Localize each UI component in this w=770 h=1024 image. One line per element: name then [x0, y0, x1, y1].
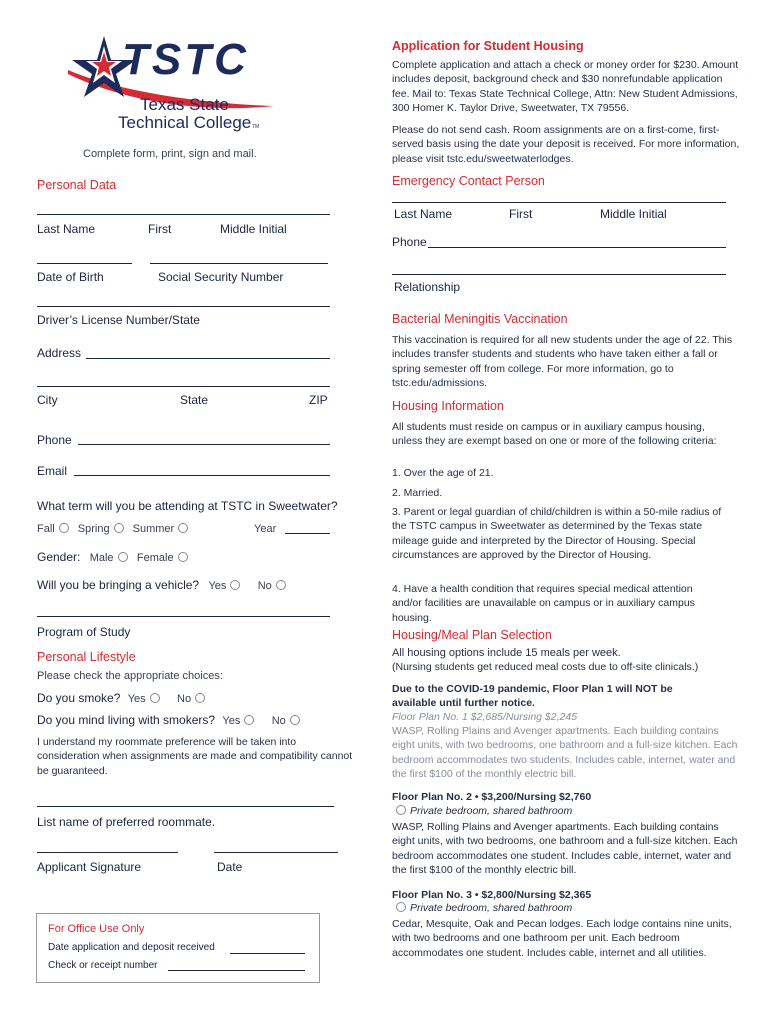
housing-text: All students must reside on campus or in auxiliary campus housing, unless they are exempt based on one or more of the following criteria:: [392, 421, 717, 448]
office-line2[interactable]: [168, 970, 305, 971]
middle-initial-label: Middle Initial: [220, 222, 287, 236]
term-fall-radio[interactable]: [59, 523, 69, 533]
sweetwater-lodges-link[interactable]: tstc.edu/sweetwaterlodges: [446, 152, 571, 165]
plan2-option: [396, 804, 572, 818]
admissions-link[interactable]: tstc.edu/admissions: [392, 376, 485, 389]
criterion-1: 1. Over the age of 21.: [392, 467, 494, 479]
program-label: Program of Study: [37, 625, 131, 639]
license-line[interactable]: [37, 306, 330, 307]
address-label: Address: [37, 346, 82, 360]
roommate-label: List name of preferred roommate.: [37, 815, 216, 829]
mind-smokers-row: [37, 713, 300, 727]
state-label: State: [180, 393, 209, 407]
vehicle-yes-label: Yes: [208, 580, 227, 592]
vehicle-row: [37, 578, 286, 592]
gender-row: [37, 550, 188, 564]
term-year-label: Year: [254, 523, 277, 535]
name-line[interactable]: [37, 214, 330, 215]
lifestyle-subtitle: Please check the appropriate choices:: [37, 670, 223, 682]
criterion-4: 4. Have a health condition that requires special medical attention and/or facilities are unavailable on campus or in auxiliary campus housing.: [392, 583, 695, 624]
app-title: Application for Student Housing: [392, 39, 584, 53]
phone-label: Phone: [37, 433, 72, 447]
cash-notice: Please do not send cash. Room assignments are on a first-come, first-served basis using the date your deposit is received. For more information, please visit tstc.edu/sweetwaterlodges.: [392, 124, 740, 165]
vehicle-no-radio[interactable]: [276, 580, 286, 590]
lifestyle-title: Personal Lifestyle: [37, 650, 136, 664]
plan3-text: Cedar, Mesquite, Oak and Pecan lodges. Each lodge contains nine units, with two bedrooms and one bathroom per unit. Each bedroom accommodates one student. Includes cable, internet and all utilities.: [392, 918, 732, 959]
covid-notice: Due to the COVID-19 pandemic, Floor Plan 1 will NOT be available until further notice.: [392, 683, 673, 710]
plan2-option-label: Private bedroom, shared bathroom: [410, 805, 573, 817]
smoke-no-label: No: [177, 693, 192, 705]
criterion-3: 3. Parent or legal guardian of child/children is within a 50-mile radius of the TSTC campus in Sweetwater as determined by the Texas state mileage guide and interpreted by the Director of Housing. Special circumstances are approved by the Director of Housing.: [392, 506, 722, 561]
license-label: Driver’s License Number/State: [37, 313, 200, 327]
office-line1[interactable]: [230, 953, 305, 954]
mind-yes-label: Yes: [222, 715, 241, 727]
gender-male-label: Male: [89, 552, 114, 564]
term-year-line[interactable]: [285, 533, 330, 534]
office-use-box: [36, 913, 320, 983]
emergency-name-line[interactable]: [392, 202, 726, 203]
smoke-question: Do you smoke?: [37, 691, 121, 705]
program-line[interactable]: [37, 616, 330, 617]
mind-no-radio[interactable]: [290, 715, 300, 725]
emergency-middle-label: Middle Initial: [600, 207, 667, 221]
first-name-label: First: [148, 222, 172, 236]
dob-label: Date of Birth: [37, 270, 104, 284]
gender-female-label: Female: [136, 552, 174, 564]
address-line[interactable]: [86, 358, 330, 359]
signature-line[interactable]: [37, 852, 178, 853]
gender-label: Gender:: [37, 550, 81, 564]
city-label: City: [37, 393, 58, 407]
meal-line-1: All housing options include 15 meals per week.: [392, 647, 621, 659]
email-label: Email: [37, 464, 68, 478]
emergency-phone-line[interactable]: [428, 247, 726, 248]
smoke-no-radio[interactable]: [195, 693, 205, 703]
mind-no-label: No: [271, 715, 286, 727]
app-instructions: Complete application and attach a check or money order for $230. Amount includes deposit, background check and $30 nonrefundable application fee. Mail to: Texas State Technical College, Attn: New Student Admissions, 300 Homer K. Taylor Drive, Sweetwater, TX 79556.: [392, 59, 739, 114]
mind-smokers-question: Do you mind living with smokers?: [37, 713, 216, 727]
emergency-last-name-label: Last Name: [394, 207, 453, 221]
term-spring-label: Spring: [77, 523, 110, 535]
roommate-line[interactable]: [37, 806, 334, 807]
emergency-title: Emergency Contact Person: [392, 174, 545, 188]
relationship-line[interactable]: [392, 274, 726, 275]
plan2-title: Floor Plan No. 2 • $3,200/Nursing $2,760: [392, 791, 592, 803]
ssn-line[interactable]: [150, 263, 328, 264]
vehicle-yes-radio[interactable]: [230, 580, 240, 590]
gender-female-radio[interactable]: [178, 552, 188, 562]
gender-male-radio[interactable]: [118, 552, 128, 562]
email-line[interactable]: [74, 475, 330, 476]
plan1-text: WASP, Rolling Plains and Avenger apartments. Each building contains eight units, with two bedrooms, one bathroom and a full-size kitchen. Each bedroom accommodates two students. Includes cable, internet, water and the first $100 of the monthly electric bill.: [392, 725, 738, 780]
smoke-yes-radio[interactable]: [150, 693, 160, 703]
plan3-title: Floor Plan No. 3 • $2,800/Nursing $2,365: [392, 889, 592, 901]
term-summer-label: Summer: [132, 523, 175, 535]
cash-notice-text: Please do not send cash. Room assignments are on a first-come, first-served basis using the date your deposit is received. For more information, please visit: [392, 124, 740, 165]
plan2-radio[interactable]: [396, 805, 406, 815]
logo-tm: TM: [252, 124, 260, 130]
date-line[interactable]: [214, 852, 338, 853]
plan3-option: [396, 901, 572, 915]
relationship-label: Relationship: [394, 280, 461, 294]
zip-label: ZIP: [309, 393, 328, 407]
phone-line[interactable]: [78, 444, 330, 445]
emergency-first-label: First: [509, 207, 533, 221]
office-line2-label: Check or receipt number: [48, 960, 158, 971]
term-spring-radio[interactable]: [114, 523, 124, 533]
tstc-logo: [64, 34, 289, 139]
term-summer-radio[interactable]: [178, 523, 188, 533]
tagline: Complete form, print, sign and mail.: [83, 148, 257, 160]
office-line1-label: Date application and deposit received: [48, 942, 215, 953]
plan3-radio[interactable]: [396, 902, 406, 912]
plan2-text: WASP, Rolling Plains and Avenger apartments. Each building contains eight units, with two bedrooms, one bathroom and a full-size kitchen. Each bedroom accommodates one student. Includes cable, internet, water and the first $100 of the monthly electric bill.: [392, 821, 738, 876]
personal-data-title: Personal Data: [37, 178, 117, 192]
city-line[interactable]: [37, 386, 330, 387]
vehicle-no-label: No: [257, 580, 272, 592]
term-question: What term will you be attending at TSTC in Sweetwater?: [37, 499, 338, 513]
signature-label: Applicant Signature: [37, 860, 142, 874]
logo-wordmark: TSTC: [122, 35, 249, 84]
logo-name-line2: Technical College: [118, 113, 252, 132]
last-name-label: Last Name: [37, 222, 96, 236]
criterion-2: 2. Married.: [392, 487, 443, 499]
meal-line-2: (Nursing students get reduced meal costs due to off-site clinicals.): [392, 661, 699, 673]
meningitis-text: This vaccination is required for all new students under the age of 22. This includes transfer students and students who have taken either a fall or spring semester off from college. For more information, go to tstc.edu/admissions.: [392, 334, 733, 389]
housing-title: Housing Information: [392, 399, 504, 413]
mind-yes-radio[interactable]: [244, 715, 254, 725]
vehicle-question: Will you be bringing a vehicle?: [37, 578, 200, 592]
plan3-option-label: Private bedroom, shared bathroom: [410, 902, 573, 914]
ssn-label: Social Security Number: [158, 270, 284, 284]
term-fall-label: Fall: [37, 523, 55, 535]
roommate-disclaimer: I understand my roommate preference will be taken into consideration when assignments are made and compatibility cannot be guaranteed.: [37, 736, 353, 777]
smoke-yes-label: Yes: [127, 693, 146, 705]
meningitis-title: Bacterial Meningitis Vaccination: [392, 312, 568, 326]
emergency-phone-label: Phone: [392, 235, 427, 249]
date-label: Date: [217, 860, 243, 874]
dob-line[interactable]: [37, 263, 132, 264]
smoke-row: [37, 691, 205, 705]
office-use-title: For Office Use Only: [48, 923, 145, 935]
meningitis-body: This vaccination is required for all new students under the age of 22. This includes transfer students and students who have taken either a fall or spring semester off from college. For more information, go to: [392, 334, 733, 375]
meal-plan-title: Housing/Meal Plan Selection: [392, 628, 552, 642]
logo-name-line1: Texas State: [140, 95, 229, 114]
plan1-title: Floor Plan No. 1 $2,685/Nursing $2,245: [392, 711, 578, 723]
